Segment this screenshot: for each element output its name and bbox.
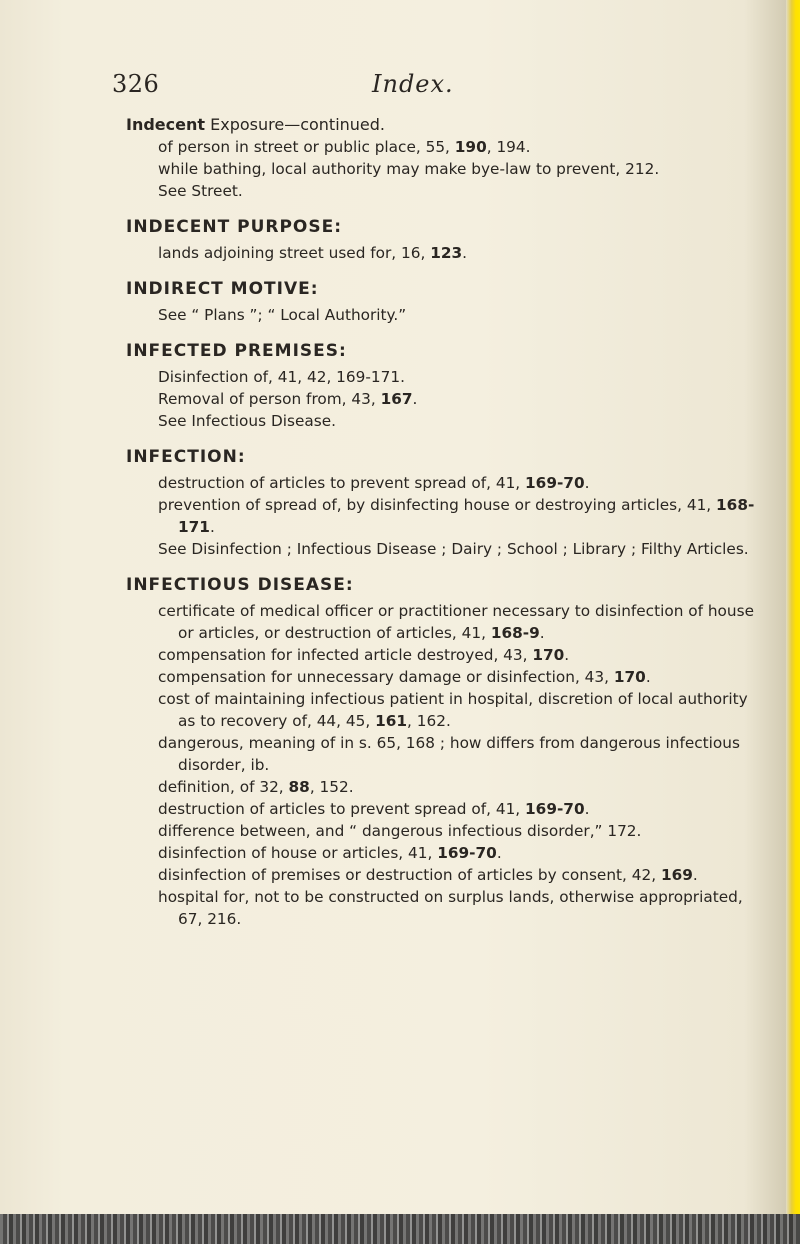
entry-text: of person in street or public place, 55, — [158, 138, 455, 156]
entry-text: compensation for infected article destroyed, 43, — [158, 646, 533, 664]
index-entry — [158, 864, 756, 886]
entry-text: definition, of 32, — [158, 778, 289, 796]
index-entry — [158, 158, 756, 180]
entry-text: See Street. — [158, 182, 243, 200]
bold-page-ref: 168-171 — [178, 496, 755, 536]
entry-text: . — [564, 646, 570, 664]
index-entry — [158, 366, 756, 388]
index-section — [126, 216, 756, 264]
entry-text: , 194. — [486, 138, 531, 156]
index-entry — [158, 798, 756, 820]
index-entry — [158, 410, 756, 432]
entry-text: . — [692, 866, 698, 884]
entry-text: compensation for unnecessary damage or disinfection, 43, — [158, 668, 614, 686]
entry-text: See Infectious Disease. — [158, 412, 336, 430]
index-section — [126, 114, 756, 202]
bold-page-ref: 170 — [613, 668, 646, 686]
index-entry — [158, 776, 756, 798]
entry-text: prevention of spread of, by disinfecting house or destroying articles, 41, — [158, 496, 717, 514]
bold-page-ref: 170 — [532, 646, 565, 664]
section-heading: INDECENT PURPOSE: — [126, 217, 343, 237]
index-entry — [158, 494, 756, 538]
section-heading: INFECTION: — [126, 447, 246, 467]
entry-text: , 152. — [309, 778, 354, 796]
bold-page-ref: 123 — [430, 244, 463, 262]
index-entry — [158, 472, 756, 494]
bold-page-ref: 169-70 — [437, 844, 497, 862]
entry-text: destruction of articles to prevent spread of, 41, — [158, 800, 526, 818]
entry-text: cost of maintaining infectious patient in hospital, discretion of local authority as to recovery of, 44, 45, — [158, 690, 748, 730]
index-entry — [158, 136, 756, 158]
index-entry — [158, 688, 756, 732]
entry-text: , 162. — [407, 712, 451, 730]
page-header — [0, 70, 800, 106]
index-entry — [158, 304, 756, 326]
section-heading: INDIRECT MOTIVE: — [126, 279, 319, 299]
entry-text: destruction of articles to prevent spread of, 41, — [158, 474, 526, 492]
bold-page-ref: 168-9 — [490, 624, 540, 642]
bold-page-ref: 169-70 — [525, 474, 585, 492]
entry-text: . — [209, 518, 215, 536]
bold-page-ref: 169-70 — [525, 800, 585, 818]
entry-text: Disinfection of, 41, 42, 169-171. — [158, 368, 405, 386]
index-section — [126, 574, 756, 930]
index-entry — [158, 732, 756, 776]
index-entry — [158, 644, 756, 666]
index-section — [126, 278, 756, 326]
entry-text: lands adjoining street used for, 16, — [158, 244, 431, 262]
entry-text: certificate of medical officer or practitioner necessary to disinfection of house or articles, or destruction of articles, 41, — [158, 602, 754, 642]
entry-heading — [126, 114, 756, 136]
entry-text: . — [539, 624, 545, 642]
index-entry — [158, 600, 756, 644]
bold-page-ref: 190 — [454, 138, 487, 156]
index-entry — [158, 820, 756, 842]
index-entry — [158, 242, 756, 264]
index-entry — [158, 538, 756, 560]
entry-heading-rest: Exposure—continued. — [205, 115, 385, 134]
section-heading: INFECTIOUS DISEASE: — [126, 575, 354, 595]
entry-text: Removal of person from, 43, — [158, 390, 381, 408]
bold-page-ref: 88 — [288, 778, 310, 796]
entry-text: disinfection of house or articles, 41, — [158, 844, 438, 862]
entry-text: . — [462, 244, 468, 262]
entry-text: See “ Plans ”; “ Local Authority.” — [158, 306, 407, 324]
page-number: 326 — [112, 70, 160, 98]
index-content — [126, 114, 756, 930]
index-entry — [158, 666, 756, 688]
entry-text: . — [412, 390, 418, 408]
section-heading: INFECTED PREMISES: — [126, 341, 347, 361]
index-section — [126, 340, 756, 432]
entry-text: . — [584, 800, 590, 818]
entry-text: hospital for, not to be constructed on surplus lands, otherwise appropriated, 67, 216. — [158, 888, 743, 928]
page-edge — [786, 0, 800, 1215]
index-entry — [158, 180, 756, 202]
bold-page-ref: 169 — [660, 866, 693, 884]
entry-text: dangerous, meaning of in s. 65, 168 ; how differs from dangerous infectious disorder, ib. — [158, 734, 740, 774]
entry-text: difference between, and “ dangerous infectious disorder,” 172. — [158, 822, 642, 840]
entry-text: See Disinfection ; Infectious Disease ; Dairy ; School ; Library ; Filthy Articles. — [158, 540, 749, 558]
entry-text: . — [496, 844, 502, 862]
entry-text: disinfection of premises or destruction of articles by consent, 42, — [158, 866, 661, 884]
index-section — [126, 446, 756, 560]
entry-text: . — [645, 668, 651, 686]
index-entry — [158, 842, 756, 864]
bold-page-ref: 161 — [375, 712, 408, 730]
index-entry — [158, 886, 756, 930]
entry-text: while bathing, local authority may make bye-law to prevent, 212. — [158, 160, 660, 178]
bold-page-ref: 167 — [380, 390, 413, 408]
entry-heading-word: Indecent — [126, 115, 206, 134]
index-entry — [158, 388, 756, 410]
entry-text: . — [584, 474, 590, 492]
scan-bottom-edge — [0, 1214, 800, 1244]
running-head: Index. — [372, 70, 454, 98]
